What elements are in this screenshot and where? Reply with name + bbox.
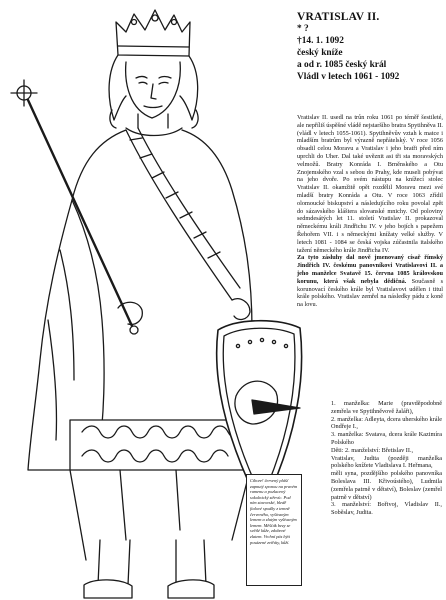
- children-c: 3. manželství: Bořivoj, Vladislav II., Soběslav, Judita.: [331, 501, 442, 517]
- children-intro: Děti: 2. manželství: Břetislav II.,: [331, 446, 414, 454]
- wife-3: 3. manželka: Svatava, dcera krále Kazimíra Polského: [331, 431, 442, 446]
- biography-column: [297, 114, 443, 309]
- cloak: [28, 130, 252, 470]
- costume-note-box: [246, 474, 302, 586]
- death-date: †14. 1. 1092: [297, 36, 344, 46]
- wife-2: 2. manželka: Adleyta, dcera uherského krále Ondřeje I.,: [331, 415, 442, 431]
- title-line-1: český kníže: [297, 48, 343, 58]
- sash: [126, 128, 240, 300]
- children-b: měli syna, pozdějšího polského panovníka Boleslava III. Křivoústého), Ludmila (zemřela patrně v dětství), Boleslav (zemřel patrně v dětství): [331, 470, 442, 501]
- bio-bold-text: Za tyto zásluhy dal nově jmenovaný císař římský Jindřich IV. českému panovníkovi Vratislavovi II. a jeho manželce Svatavě 15. června 1085 královskou korunu, která však nebyla dědičná.: [297, 254, 443, 285]
- children-a: Vratislav, Judita (později manželka polského knížete Vladislava I. Heřmana,: [331, 454, 442, 470]
- ruler-name: VRATISLAV II.: [297, 11, 380, 23]
- legs: [98, 540, 206, 585]
- reign-years: Vládl v letech 1061 - 1092: [297, 72, 400, 82]
- costume-note-text: Cíbore! červený plášť zapnutý sponou na pravém ramenu a pozlacený sokolnický střevíc. Pod ním stavovské, bledě fialové spodky z temně červeného, vyšívaným lemem a zlatým vyšívaným lemem. Měšťák bezy se světlé kůže, zdobené zlatem. Vrchní pás býti posázené zvířáty, kůží.: [250, 478, 298, 545]
- bio-paragraph-1: Vratislav II. usedl na trůn roku 1061 po téměř šestileté, ale nepříliš úspěšné vládě nejstaršího bratra Spytihněva II. (vládl v letech 1055-1061). Spytihněvův vztah k matce i mladším bratrům byl výrazně nepřátelský. V roce 1056 obsadil celou Moravu a Vratislav i jeho bratři před ním uprchli do Uher. Dal také uvěznit asi tři sta moravských velmožů. Bratry Konráda I. Brněnského a Otu Znojemského vzal s sebou do Prahy, kde museli pobývat na jeho dvoře. Po svém nástupu na knížecí stolec Vratislav II. okamžitě opět rozdělil Moravu mezi své mladší bratry Konráda a Otu. V roce 1063 zřídil olomoucké biskupství a následujícího roku povolal zpět do sázavského kláštera slovanské mnichy. Od poloviny sedmdesátých let 11. století Vratislav II. prokazoval německému králi Jindřichu IV. v jeho bojích s papežem Řehořem VII. i s německými knížaty velké služby. V letech 1081 - 1084 se česká vojska zúčastnila italského tažení německého krále Jindřicha IV.: [297, 114, 443, 254]
- bio-rest-text: Současně s korunovací českého krále byl Vratislavovi udělen i titul krále polského. Vratislav zemřel na následky pádu z koně na lovu.: [297, 277, 444, 309]
- wife-1: 1. manželka: Marie (pravděpodobně zemřela ve Spytihněvově žaláři),: [331, 400, 442, 415]
- shoes: [84, 580, 214, 598]
- crown: [116, 10, 190, 56]
- title-block: [297, 11, 443, 83]
- bio-paragraph-2: [297, 254, 443, 309]
- birth-date: * ?: [297, 24, 309, 34]
- family-column: [331, 400, 442, 517]
- face: [126, 62, 181, 118]
- title-line-2: a od r. 1085 český král: [297, 60, 387, 70]
